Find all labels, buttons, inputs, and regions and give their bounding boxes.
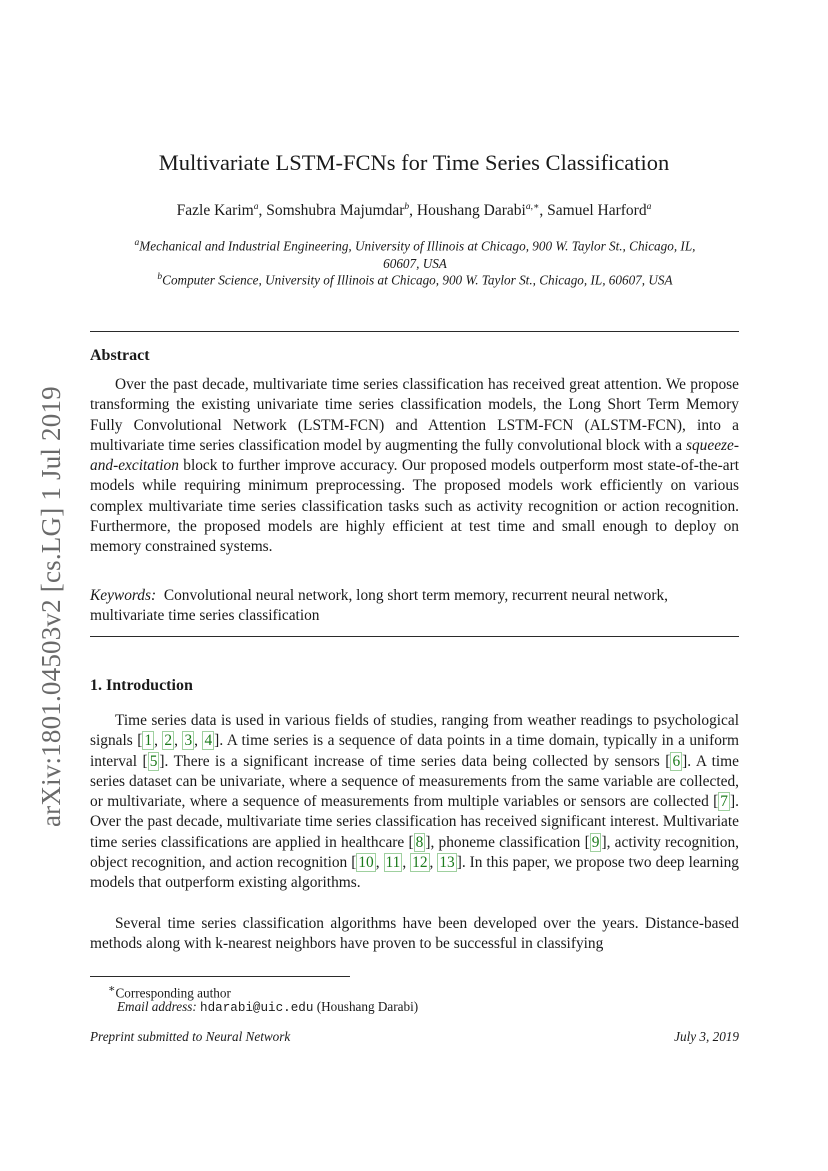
email-label: Email address:: [117, 999, 197, 1014]
affiliation-mark: b: [157, 272, 163, 282]
affiliation-b: [60, 268, 770, 289]
citation-link[interactable]: 2: [164, 732, 173, 750]
keywords: [90, 586, 739, 627]
author-mark: b: [404, 202, 410, 212]
text-run: . In this paper, we propose two deep learning models that outperform existing algorithms.: [90, 854, 739, 892]
section-heading-introduction: 1. Introduction: [90, 677, 193, 694]
text-run: Time series data is used in various fields of studies, ranging from weather readings to psychological signals: [90, 712, 739, 750]
footnote-rule: [90, 976, 350, 977]
keywords-label: Keywords:: [90, 587, 157, 604]
abstract-bottom-rule: [90, 636, 739, 637]
footnote-text: Corresponding author: [115, 985, 231, 1001]
abstract-part: block to further improve accuracy. Our proposed models outperform most state-of-the-art models while requiring minimum preprocessing. The proposed models work efficiently on various complex multivariate time series classification tasks such as activity recognition or action recognition. Furthermore, the proposed models are highly efficient at test time and small enough to deploy on memory constrained systems.: [90, 457, 739, 556]
arxiv-identifier: arXiv:1801.04503v2 [cs.LG] 1 Jul 2019: [36, 386, 66, 827]
citation-link[interactable]: 5: [149, 752, 158, 770]
citation-link[interactable]: 9: [591, 833, 600, 851]
email-owner: (Houshang Darabi): [316, 999, 419, 1014]
abstract-heading: Abstract: [90, 347, 150, 364]
abstract-top-rule: [90, 331, 739, 332]
citation-link[interactable]: 3: [184, 732, 193, 750]
footer-preprint: Preprint submitted to Neural Network: [90, 1029, 291, 1044]
footnote-mark: ∗: [108, 983, 116, 995]
citation-link[interactable]: 4: [204, 732, 213, 750]
email-link[interactable]: hdarabi@uic.edu: [200, 1001, 314, 1015]
author-name: Samuel Harford: [547, 202, 647, 220]
text-run: . A time series is a sequence of data points in a time domain, typically in a uniform interval: [90, 732, 739, 770]
author-mark: a: [646, 202, 652, 212]
affiliation-mark: a: [134, 238, 140, 248]
author-name: Houshang Darabi: [416, 202, 526, 220]
text-run: . There is a significant increase of time series data being collected by sensors: [164, 752, 666, 770]
affiliation-line: 60607, USA: [383, 256, 447, 272]
text-run: , activity recognition, object recognition, and action recognition: [90, 833, 739, 872]
abstract-emphasis: squeeze-and-excitation: [90, 436, 739, 475]
abstract-part: Over the past decade, multivariate time series classification has received great attention. We propose transforming the existing univariate time series classification models, the Long Short Term Memory Fully Convolutional Network (LSTM-FCN) and Attention LSTM-FCN (ALSTM-FCN), into a multivariate time series classification model by augmenting the fully convolutional block with a: [90, 376, 739, 454]
citation-link[interactable]: 10: [358, 854, 374, 872]
author-mark: a,∗: [525, 202, 540, 212]
text-run: . A time series dataset can be univariate, where a sequence of measurements from the same variable are collected, or multivariate, where a sequence of measurements from multiple variables or sensors are collected: [90, 752, 739, 811]
affiliation-line: Computer Science, University of Illinois at Chicago, 900 W. Taylor St., Chicago, IL, 60607, USA: [162, 272, 673, 288]
author-mark: a: [253, 202, 259, 212]
author-name: Somshubra Majumdar: [266, 202, 405, 220]
author-list: Fazle Karim$^a$, Somshubra Majumdar$^b$, Houshang Darabi$^{a,∗}$, Samuel Harford$^a$: [176, 202, 652, 220]
paper-title: Multivariate LSTM-FCNs for Time Series Classification: [158, 150, 670, 175]
affiliation-line: Mechanical and Industrial Engineering, University of Illinois at Chicago, 900 W. Taylor St., Chicago, IL,: [139, 238, 696, 254]
citation-link[interactable]: 7: [720, 793, 728, 811]
text-run: , phoneme classification: [430, 833, 585, 851]
introduction-paragraph-1: Time series data is used in various fields of studies, ranging from weather readings to psychological signals [ 1 , 2 , 3 , 4 ]. A time series is a sequence of data points in a time domain, typically in a uniform interval [ 5 ]. There is a significant increase of time series data being collected by sensors [ 6 ]. A time series dataset can be univariate, where a sequence of measurements from the same variable are collected, or multivariate, where a sequence of measurements from multiple variables or sensors are collected [ 7 ]. Over the past decade, multivariate time series classification has received significant interest. Multivariate time series classifications are applied in healthcare [ 8 ], phoneme classification [ 9 ], activity recognition, object recognition, and action recognition [ 10 , 11 , 12 , 13 ]. In this paper, we propose two deep learning models that outperform existing algorithms.: [90, 712, 739, 892]
author-name: Fazle Karim: [176, 202, 254, 220]
abstract-text: [90, 375, 739, 558]
citation-link[interactable]: 6: [672, 752, 681, 770]
footnote-email: [117, 998, 418, 1017]
introduction-paragraph-2: Several time series classification algorithms have been developed over the years. Distance-based methods along with k-nearest neighbors have proven to be successful in classifying: [90, 915, 739, 953]
keywords-text: Convolutional neural network, long short term memory, recurrent neural network, multivariate time series classification: [90, 587, 669, 625]
footer-date: July 3, 2019: [674, 1029, 739, 1044]
citation-link[interactable]: 1: [144, 732, 153, 750]
citation-link[interactable]: 8: [415, 833, 424, 851]
citation-link[interactable]: 12: [412, 854, 428, 872]
citation-link[interactable]: 11: [385, 854, 401, 872]
text-run: . Over the past decade, multivariate time series classification has received significant interest. Multivariate time series classifications are applied in healthcare: [90, 793, 739, 851]
citation-link[interactable]: 13: [439, 854, 455, 872]
